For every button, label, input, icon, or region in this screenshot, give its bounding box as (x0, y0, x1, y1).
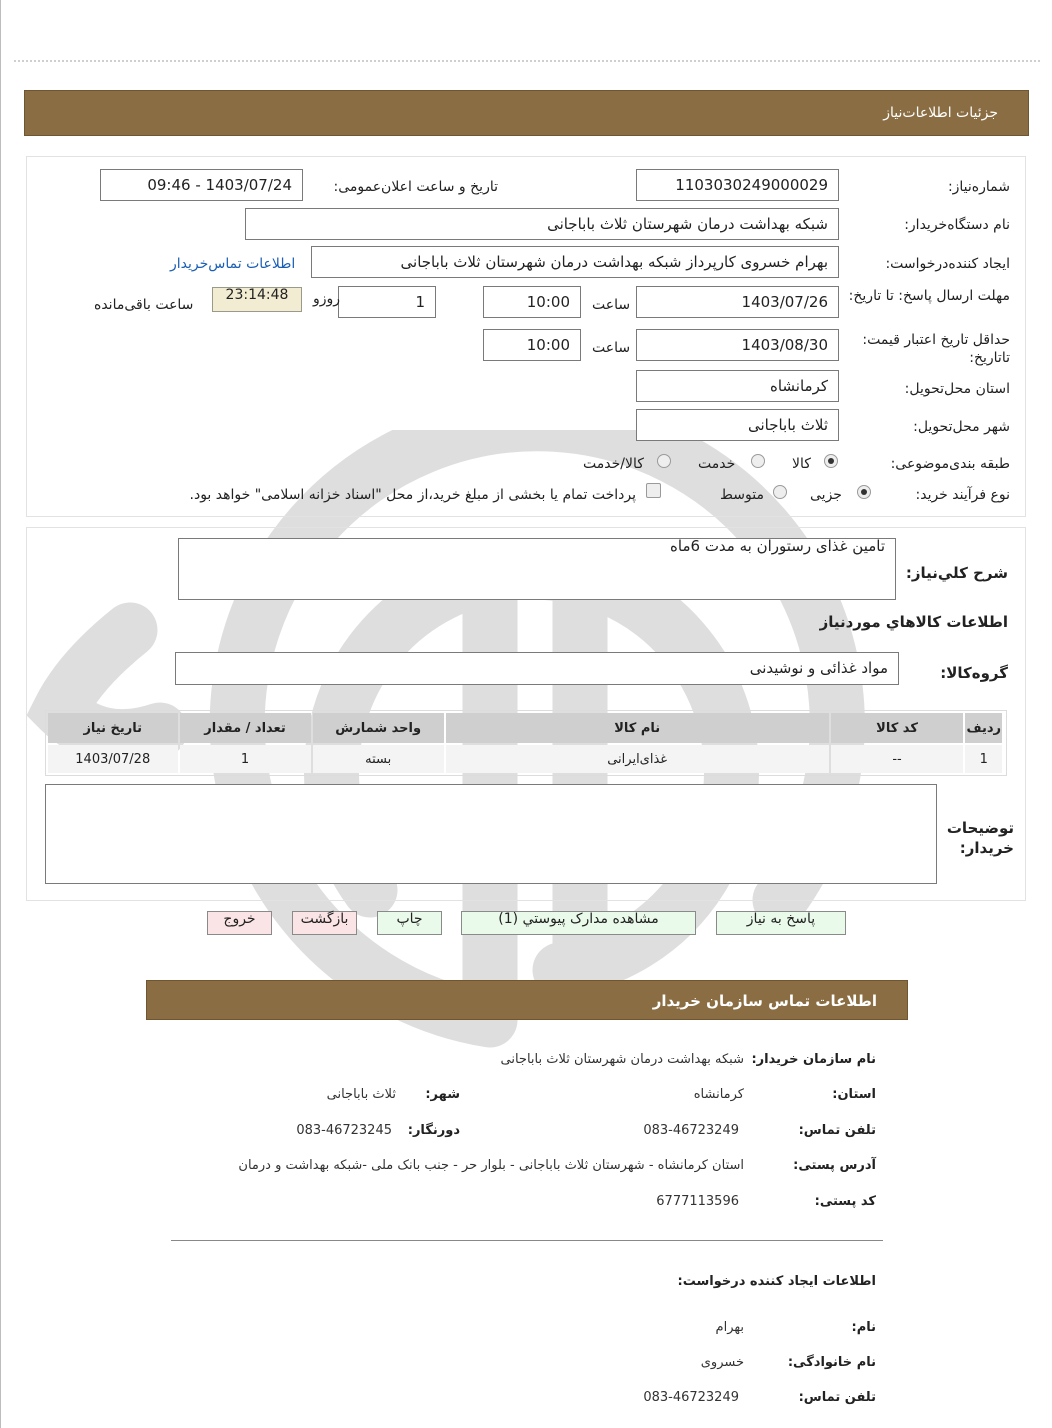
cell-item-code: -- (831, 745, 964, 773)
process-minor-radio[interactable] (857, 485, 871, 499)
requester-phone-label: تلفن تماس: (798, 1390, 876, 1405)
col-header-need-date: تاریخ نیاز (48, 713, 178, 743)
process-medium-radio[interactable] (773, 485, 787, 499)
contact-fax-value: 083-46723245 (296, 1123, 392, 1138)
contact-address-value: استان کرمانشاه - شهرستان ثلاث باباجانی - بلوار حر - جنب بانک ملی -شبکه بهداشت و درمان (238, 1158, 744, 1173)
creator-field: بهرام خسروی کارپرداز شبکه بهداشت درمان شهرستان ثلاث باباجانی (311, 246, 839, 278)
validity-time-field: 10:00 (483, 329, 581, 361)
category-label: طبقه بندی‌موضوعی: (890, 456, 1010, 472)
category-goods-label: کالا (792, 456, 811, 472)
buyer-org-field: شبکه بهداشت درمان شهرستان ثلاث باباجانی (245, 208, 839, 240)
need-number-field: 1103030249000029 (636, 169, 839, 201)
contact-fax-label: دورنگار: (407, 1123, 460, 1138)
col-header-unit: واحد شمارش (313, 713, 444, 743)
requester-phone-value: 083-46723249 (643, 1390, 739, 1405)
need-description-label: شرح کلي‌نیاز: (905, 564, 1008, 582)
buyer-contact-link[interactable]: اطلاعات تماس‌خریدار (170, 256, 296, 272)
announce-datetime-label: تاریخ و ساعت اعلان‌عمومی: (333, 179, 498, 195)
items-table-header-row (48, 713, 1002, 743)
cell-row-number: 1 (965, 745, 1002, 773)
cell-quantity: 1 (180, 745, 311, 773)
col-header-row-number: ردیف (965, 713, 1002, 743)
contact-province-value: کرمانشاه (693, 1087, 744, 1102)
details-header-bar (24, 90, 1029, 136)
requester-last-name-label: نام خانوادگی: (787, 1355, 876, 1370)
items-table (46, 711, 1004, 775)
contact-postal-label: کد پستی: (814, 1194, 876, 1209)
deadline-date-field: 1403/07/26 (636, 286, 839, 318)
remaining-time-counter: 23:14:48 (212, 287, 302, 312)
process-minor-label: جزیی (810, 487, 842, 503)
deadline-time-label: ساعت (592, 297, 631, 313)
items-table-frame (45, 710, 1007, 776)
view-attachments-button[interactable]: مشاهده مدارک پیوستي (1) (461, 911, 696, 935)
reply-to-need-button[interactable]: پاسخ به نیاز (716, 911, 846, 935)
contact-divider (171, 1240, 883, 1241)
treasury-payment-note: پرداخت تمام یا بخشی از مبلغ خرید،از محل "اسناد خزانه اسلامی" خواهد بود. (189, 487, 636, 503)
process-medium-label: متوسط (720, 487, 764, 503)
contact-org-value: شبکه بهداشت درمان شهرستان ثلاث باباجانی (500, 1052, 744, 1067)
remaining-time-label: ساعت باقی‌مانده (94, 297, 194, 313)
need-number-label: شماره‌نیاز: (947, 179, 1010, 195)
col-header-item-name: نام کالا (446, 713, 829, 743)
table-row[interactable] (48, 745, 1002, 773)
validity-time-label: ساعت (592, 340, 631, 356)
delivery-province-field: کرمانشاه (636, 370, 839, 402)
delivery-province-label: استان محل‌تحویل: (904, 381, 1010, 397)
dotted-divider (14, 60, 1040, 62)
contact-header-title: اطلاعات تماس سازمان خریدار (652, 992, 877, 1010)
col-header-item-code: کد کالا (831, 713, 964, 743)
requester-first-name-label: نام: (851, 1320, 876, 1335)
category-service-label: خدمت (698, 456, 736, 472)
cell-item-name: غذای‌ایرانی (446, 745, 829, 773)
treasury-payment-checkbox[interactable] (646, 483, 661, 498)
contact-org-label: نام سازمان خریدار: (751, 1052, 876, 1067)
col-header-quantity: تعداد / مقدار (180, 713, 311, 743)
price-validity-label: حداقل تاریخ اعتبار قیمت: تاتاریخ: (862, 332, 1010, 366)
remaining-days-field: 1 (338, 286, 436, 318)
delivery-city-field: ثلاث باباجانی (636, 409, 839, 441)
goods-group-field: مواد غذائی و نوشیدنی (175, 652, 899, 685)
deadline-label: مهلت ارسال پاسخ: تا تاریخ: (848, 288, 1010, 304)
back-button[interactable]: بازگشت (292, 911, 357, 935)
print-button[interactable]: چاپ (377, 911, 442, 935)
cell-unit: بسته (313, 745, 444, 773)
contact-city-value: ثلاث باباجانی (326, 1087, 396, 1102)
contact-phone-value: 083-46723249 (643, 1123, 739, 1138)
buyer-org-label: نام دستگاه‌خریدار: (904, 217, 1010, 233)
category-goods-radio[interactable] (824, 454, 838, 468)
contact-address-label: آدرس پستی: (793, 1158, 876, 1173)
contact-city-label: شهر: (425, 1087, 460, 1102)
goods-group-label: گروه‌کالا: (940, 664, 1008, 682)
days-label: روزو (313, 291, 341, 307)
cell-need-date: 1403/07/28 (48, 745, 178, 773)
page-left-border (0, 0, 1, 1428)
delivery-city-label: شهر محل‌تحویل: (913, 419, 1010, 435)
validity-date-field: 1403/08/30 (636, 329, 839, 361)
buyer-notes-field (45, 784, 937, 884)
need-description-field: تامین غذای رستوران به مدت 6ماه (178, 538, 896, 600)
goods-section-title: اطلاعات کالاهاي موردنیاز (819, 613, 1008, 631)
deadline-time-field: 10:00 (483, 286, 581, 318)
exit-button[interactable]: خروج (207, 911, 272, 935)
requester-section-title: اطلاعات ایجاد کننده درخواست: (677, 1274, 876, 1289)
announce-datetime-field: 1403/07/24 - 09:46 (100, 169, 303, 201)
contact-header-bar (146, 980, 908, 1020)
buyer-notes-label: توضیحات خریدار: (946, 819, 1014, 857)
category-goods-service-radio[interactable] (657, 454, 671, 468)
requester-last-name-value: خسروی (700, 1355, 744, 1370)
category-service-radio[interactable] (751, 454, 765, 468)
contact-province-label: استان: (832, 1087, 876, 1102)
contact-postal-value: 6777113596 (656, 1194, 739, 1209)
requester-first-name-value: بهرام (715, 1320, 744, 1335)
creator-label: ایجاد کننده‌درخواست: (885, 256, 1010, 272)
category-goods-service-label: کالا/خدمت (583, 456, 644, 472)
purchase-process-label: نوع فرآیند خرید: (915, 487, 1010, 503)
contact-phone-label: تلفن تماس: (798, 1123, 876, 1138)
details-header-title: جزئیات اطلاعات‌نیاز (883, 105, 998, 121)
